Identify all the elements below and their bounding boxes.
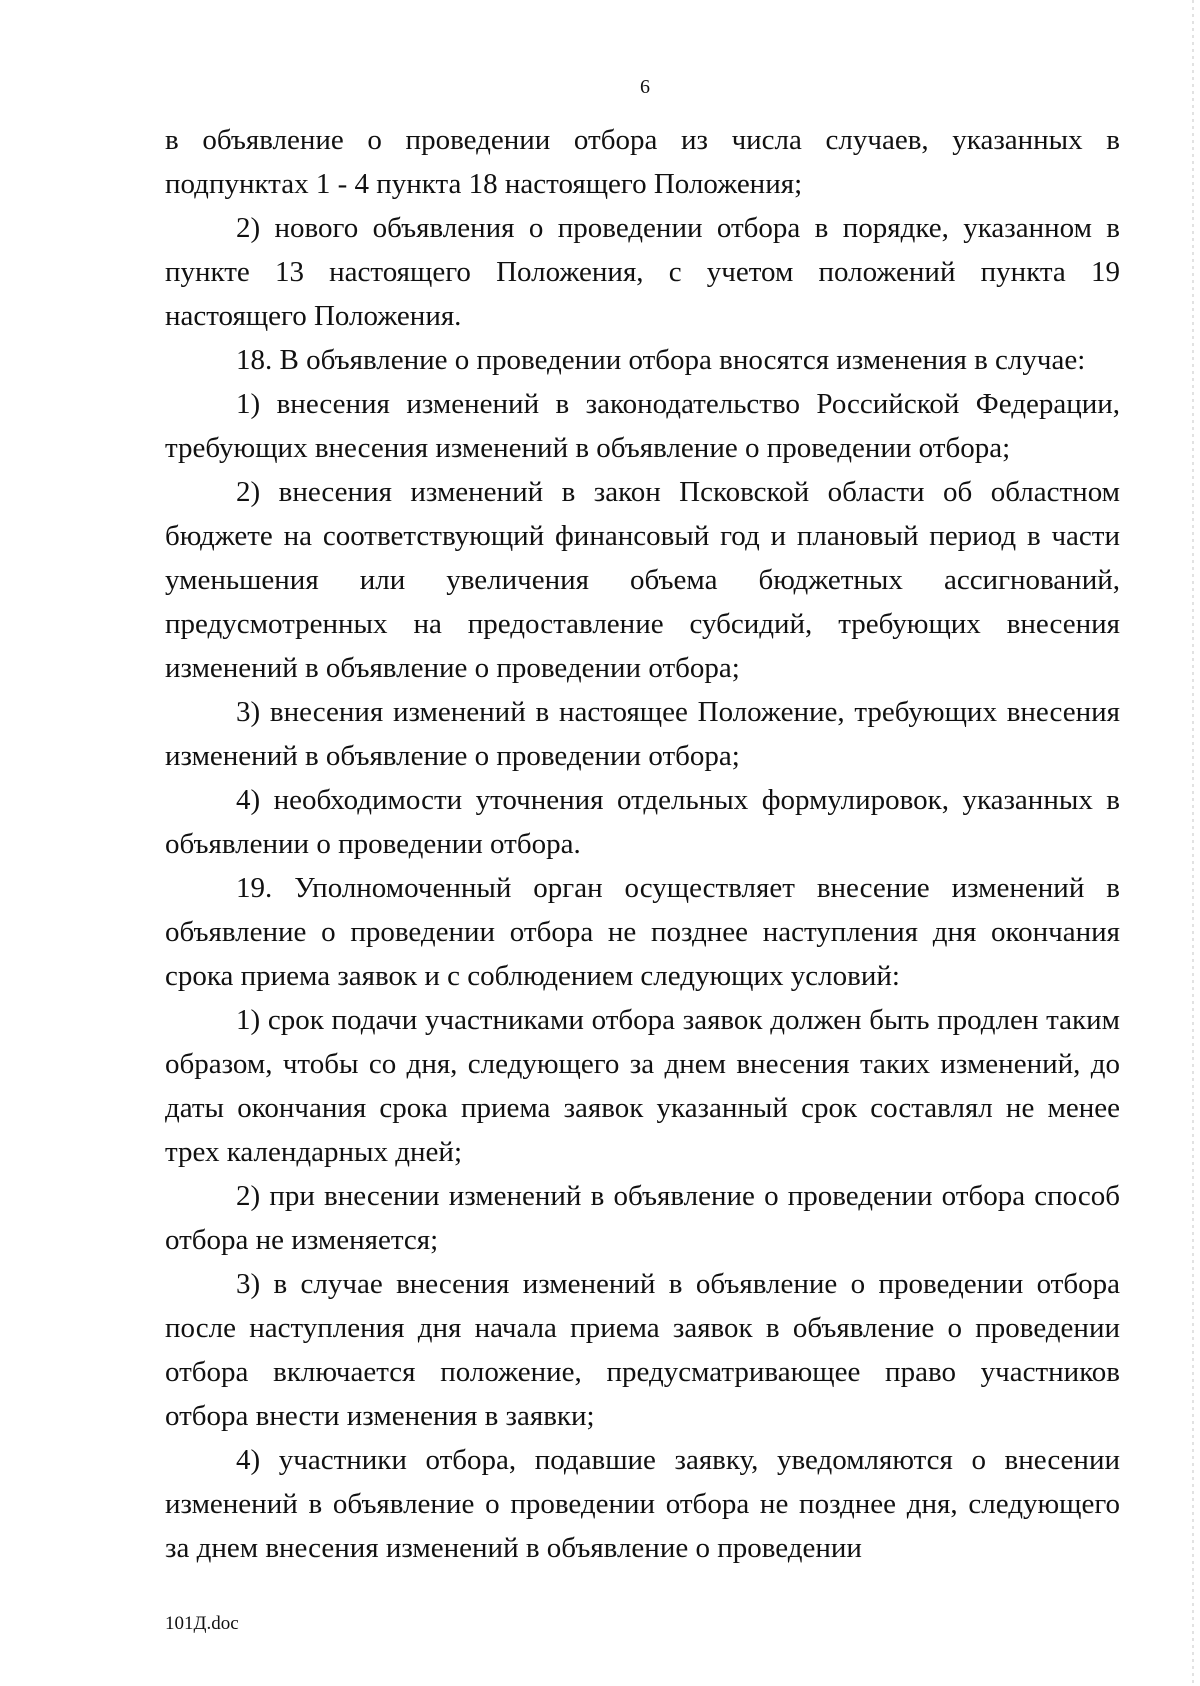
paragraph-clause-19-item-3: 3) в случае внесения изменений в объявление о проведении отбора после наступления дня начала приема заявок в объявление о проведении отбора включается положение, предусматривающее право участников отбора внести изменения в заявки; <box>165 1268 1120 1432</box>
paragraph-clause-19: 19. Уполномоченный орган осуществляет внесение изменений в объявление о проведении отбора не позднее наступления дня окончания срока приема заявок и с соблюдением следующих условий: <box>165 872 1120 992</box>
scan-edge-artifact <box>1192 0 1194 1686</box>
paragraph-item-2-new-announcement: 2) нового объявления о проведении отбора в порядке, указанном в пункте 13 настоящего Положения, с учетом положений пункта 19 настоящего Положения. <box>165 212 1120 332</box>
paragraph-continuation: в объявление о проведении отбора из числа случаев, указанных в подпунктах 1 - 4 пункта 18 настоящего Положения; <box>165 124 1120 200</box>
paragraph-clause-18-item-1: 1) внесения изменений в законодательство Российской Федерации, требующих внесения изменений в объявление о проведении отбора; <box>165 388 1120 464</box>
paragraph-clause-19-item-1: 1) срок подачи участниками отбора заявок должен быть продлен таким образом, чтобы со дня, следующего за днем внесения таких изменений, до даты окончания срока приема заявок указанный срок составлял не менее трех календарных дней; <box>165 1004 1120 1168</box>
paragraph-clause-18-item-4: 4) необходимости уточнения отдельных формулировок, указанных в объявлении о проведении отбора. <box>165 784 1120 860</box>
paragraph-clause-18-item-3: 3) внесения изменений в настоящее Положение, требующих внесения изменений в объявление о проведении отбора; <box>165 696 1120 772</box>
paragraph-clause-19-item-2: 2) при внесении изменений в объявление о проведении отбора способ отбора не изменяется; <box>165 1180 1120 1256</box>
page-number: 6 <box>640 76 650 98</box>
footer-document-name: 101Д.doc <box>165 1613 239 1634</box>
document-body <box>165 118 1120 1570</box>
paragraph-clause-18: 18. В объявление о проведении отбора вносятся изменения в случае: <box>236 344 1086 376</box>
paragraph-clause-18-item-2: 2) внесения изменений в закон Псковской области об областном бюджете на соответствующий финансовый год и плановый период в части уменьшения или увеличения объема бюджетных ассигнований, предусмотренных на предоставление субсидий, требующих внесения изменений в объявление о проведении отбора; <box>165 476 1120 684</box>
paragraph-clause-19-item-4: 4) участники отбора, подавшие заявку, уведомляются о внесении изменений в объявление о проведении отбора не позднее дня, следующего за днем внесения изменений в объявление о проведении <box>165 1444 1120 1564</box>
